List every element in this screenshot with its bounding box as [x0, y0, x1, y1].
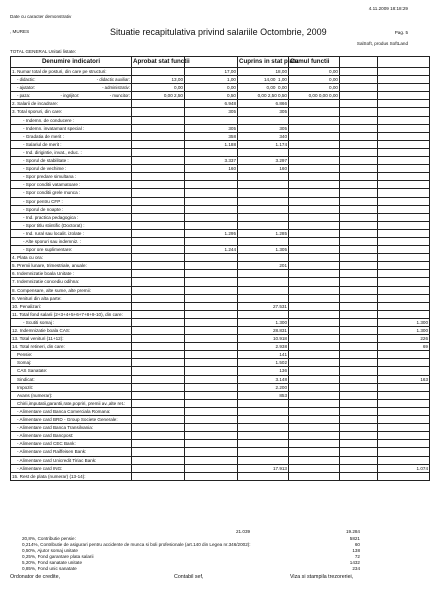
table-row: 14. Total retineri, din care: 2.938 69	[12, 344, 428, 350]
contribution-label: 0,50%, Ajutor somaj unitate	[22, 548, 78, 553]
table-row: 15. Rest de plata (numerar) (13-14):	[11, 472, 430, 480]
table-row: - Spor predare simultana :	[11, 173, 430, 181]
page-number: Pag. 5	[394, 30, 408, 35]
demo-note: Date cu caracter demonstrativ	[10, 14, 72, 19]
table-row: - Alimentare card Raiffeisen Bank:	[11, 448, 430, 456]
table-row: - Spor pentru CFP :	[11, 197, 430, 205]
table-row: - Spor ore suplimentare: 1.244 1.305	[11, 246, 430, 254]
table-row: Pensie: 141	[11, 351, 430, 359]
total-label: TOTAL GENERAL Unitati listate:	[10, 49, 77, 54]
table-row: - Sporul de stabilitate : 3.337 3.297	[11, 157, 430, 165]
table-row: 12. Indemnizatie boala CAS: 28.831 1.300	[12, 328, 428, 333]
contribution-label: 0,85%, Fond unic sanatate	[22, 566, 77, 571]
table-row: - ajutator: - administrativ: 0,00 0,00 0,00 0,00 0,00	[11, 84, 430, 92]
county-label: , MURES	[10, 29, 30, 34]
table-row: - didactic: - didactic auxiliar: 13,00 1,00 14,00 1,00 0,00	[11, 76, 430, 84]
table-row: - Alimentare card Unicredit Tiriac Bank:	[11, 456, 430, 464]
table-row: - Alimentare card CEC Bank:	[11, 440, 430, 448]
table-row: - Spor conditii vatamatoare :	[11, 181, 430, 189]
table-row: - Scutiti somaj : 1.300 1.300	[11, 318, 430, 326]
col-header-cumul: Cumul functii	[289, 57, 340, 68]
contribution-label: 20,8%, Contributie pensie:	[22, 536, 76, 541]
table-row: - Ind. practica pedagogica :	[11, 213, 430, 221]
table-row: 6. Indemnizatie boala Unitate :	[11, 270, 430, 278]
contribution-value: 72	[354, 554, 360, 559]
table-row: - Salariul de merit : 1.188 1.174	[11, 140, 430, 148]
signature-trezorerie: Viza si stampila trezoreriei,	[290, 574, 354, 580]
table-row: Avans (numerar): 853	[11, 391, 430, 399]
col-header-included: Cuprins in stat plata	[238, 57, 289, 68]
signature-ordonator: Ordonator de credite,	[10, 574, 61, 580]
table-row: Sindicat: 3.148 163	[11, 375, 430, 383]
table-row: Impozit: 2.200	[11, 383, 430, 391]
table-row: - Alte sporuri sau indemniz. :	[11, 237, 430, 245]
table-row: 8. Compensare, alte sume, alte premii:	[11, 286, 430, 294]
table-row: - Ind. dirigintie, invat., educ. :	[11, 148, 430, 156]
table-row: - paza: - ingrijitor: - muncitor: 0,00 2,50 0,50 0,00 2,50 0,50 0,00 0,00 0,00	[11, 92, 430, 100]
table-row: - Ind. rural sau localit. izolate : 1.295 1.285	[11, 229, 430, 237]
table-row: Chirii,imputatii,garantii,rate,popriri, premii av.,alte ret.:	[11, 399, 430, 407]
table-row: 13. Total venituri (11+12): 10.918 226	[12, 336, 428, 342]
contribution-label: 0,25%, Fond garantare plata salarii	[22, 554, 94, 559]
table-row: 1. Numar total de posturi, din care pe structuri: 17,00 18,00 0,00	[11, 68, 430, 76]
table-row: - Alimentare card ING: 17.913 1.074	[11, 464, 430, 472]
signature-contabil: Contabil sef,	[174, 574, 204, 580]
table-header	[11, 57, 430, 68]
table-row: 2. Salarii de incadrare: 6.948 6.866	[11, 100, 430, 108]
table-row: - Indemn. invatamant special : 305 305	[11, 124, 430, 132]
table-row: 9. Venituri din alta parte:	[11, 294, 430, 302]
indicators-table	[10, 56, 430, 481]
col-header-indicators: Denumire indicatori	[11, 57, 132, 68]
rest-de-plata-value: 19.284	[345, 529, 360, 534]
table-row: CAS Sanatate: 136	[11, 367, 430, 375]
table-row: - Alimentare card Bancpost:	[11, 432, 430, 440]
table-row: - Sporul de noapte :	[11, 205, 430, 213]
table-row: 5. Premii lunare, trimestriale, anuale: 201	[11, 262, 430, 270]
print-datetime: 4.11.2009 18:18:29	[368, 6, 408, 11]
col-header-approved: Aprobat stat functii	[132, 57, 185, 68]
page-title: Situatie recapitulativa privind salariile Octombrie, 2009	[110, 27, 327, 37]
contribution-value: 234	[352, 566, 360, 571]
contribution-value: 60	[354, 542, 360, 547]
contribution-label: 5,20%, Fond sanatate unitate	[22, 560, 83, 565]
table-row: 3. Total sporuri, din care: 305 305	[11, 108, 430, 116]
vendor-label: SalSoft, produs SoftLand	[356, 41, 408, 46]
table-row: Somaj: 1.502	[11, 359, 430, 367]
table-row: 11. Total fond salarii (2+3+4+5+6+7+8+9-10), din care:	[11, 310, 430, 318]
table-row: - Alimentare card Banca Comerciala Romana:	[11, 407, 430, 415]
table-row: 4. Plata cu ora:	[11, 254, 430, 262]
contribution-value: 138	[352, 548, 360, 553]
table-row: - Gradatia de merit : 358 340	[11, 132, 430, 140]
table-row: 7. Indemnizatie concediu odihna:	[11, 278, 430, 286]
table-row: - Spor conditii grele munca :	[11, 189, 430, 197]
table-row: 10. Penalizari: 27.531	[11, 302, 430, 310]
table-row: - Indemn. de conducere :	[11, 116, 430, 124]
contribution-value: 1432	[349, 560, 360, 565]
contribution-label: 0,214%, Contributie de asigurari pentru accidente de munca si boli profesionale (art.140 din Legea nr.346/2002):	[22, 542, 251, 547]
table-row: - Alimentare card Banca Transilvania:	[11, 424, 430, 432]
rest-de-plata-value-2: 21.039	[236, 529, 251, 534]
table-row: - Sporul de vechime : 160 160	[11, 165, 430, 173]
table-row: - Alimentare card BRD - Group Societe Generale:	[11, 416, 430, 424]
table-row: - Spor titlu stiintific (Doctorat) :	[11, 221, 430, 229]
contribution-value: 5821	[349, 536, 360, 541]
